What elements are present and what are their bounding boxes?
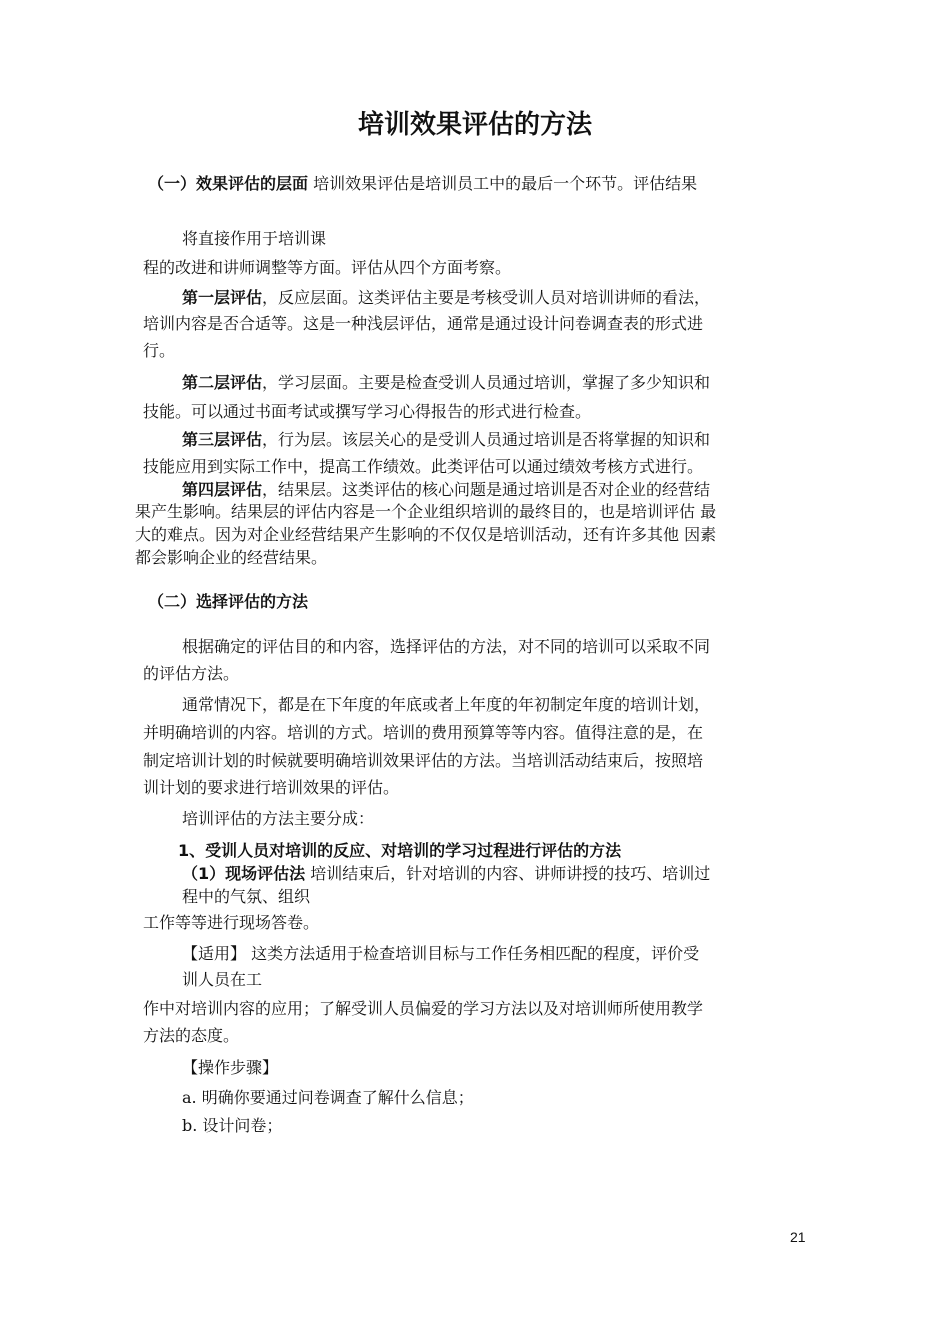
text-line: 通常情况下，都是在下年度的年底或者上年度的年初制定年度的培训计划， bbox=[182, 695, 711, 714]
text-line: 训人员在工 bbox=[182, 970, 263, 989]
text-line: 技能。可以通过书面考试或撰写学习心得报告的形式进行检查。 bbox=[143, 402, 592, 421]
steps-heading: 【操作步骤】 bbox=[182, 1058, 279, 1077]
text-line: 程的改进和讲师调整等方面。评估从四个方面考察。 bbox=[143, 258, 512, 277]
level-3-text: ，行为层。该层关心的是受训人员通过培训是否将掌握的知识和 bbox=[262, 430, 711, 449]
method-1-heading: 1、受训人员对培训的反应、对培训的学习过程进行评估的方法 bbox=[178, 841, 622, 860]
level-3-label: 第三层评估 bbox=[182, 430, 263, 449]
level-4-label: 第四层评估 bbox=[182, 480, 263, 499]
text-line: 作中对培训内容的应用；了解受训人员偏爱的学习方法以及对培训师所使用教学 bbox=[143, 999, 704, 1018]
text-line: 都会影响企业的经营结果。 bbox=[135, 548, 328, 567]
page-number: 21 bbox=[790, 1229, 806, 1245]
method-1-sub-label: （1）现场评估法 bbox=[182, 864, 306, 883]
text-line: 训计划的要求进行培训效果的评估。 bbox=[143, 778, 400, 797]
text-line: 程中的气氛、组织 bbox=[182, 887, 311, 906]
level-4-line bbox=[182, 479, 710, 501]
text-line: 的评估方法。 bbox=[143, 664, 240, 683]
method-1-sub-text: 培训结束后，针对培训的内容、讲师讲授的技巧、培训过 bbox=[305, 864, 711, 883]
section-1-intro: 培训效果评估是培训员工中的最后一个环节。评估结果 bbox=[308, 174, 698, 193]
level-2-text: ，学习层面。主要是检查受训人员通过培训，掌握了多少知识和 bbox=[262, 373, 711, 392]
text-line: 培训内容是否合适等。这是一种浅层评估，通常是通过设计问卷调查表的形式进 bbox=[143, 314, 704, 333]
level-3-line bbox=[182, 429, 710, 451]
level-1-label: 第一层评估 bbox=[182, 288, 263, 307]
text-line: 制定培训计划的时候就要明确培训效果评估的方法。当培训活动结束后，按照培 bbox=[143, 751, 704, 770]
method-1-sub-line bbox=[182, 863, 710, 885]
page-title: 培训效果评估的方法 bbox=[357, 110, 592, 140]
level-2-line bbox=[182, 372, 710, 394]
step-a: a. 明确你要通过问卷调查了解什么信息； bbox=[182, 1088, 474, 1107]
level-2-label: 第二层评估 bbox=[182, 373, 263, 392]
text-line: 将直接作用于培训课 bbox=[182, 229, 327, 248]
step-b: b. 设计问卷； bbox=[182, 1116, 283, 1135]
section-2-heading: （二）选择评估的方法 bbox=[148, 592, 309, 611]
section-1-first-line bbox=[148, 173, 697, 195]
apply-line: 【适用】 这类方法适用于检查培训目标与工作任务相匹配的程度，评价受 bbox=[182, 944, 700, 963]
section-1-heading: （一）效果评估的层面 bbox=[148, 174, 309, 193]
text-line: 并明确培训的内容。培训的方式。培训的费用预算等等内容。值得注意的是，在 bbox=[143, 723, 704, 742]
text-line: 根据确定的评估目的和内容，选择评估的方法，对不同的培训可以采取不同 bbox=[182, 637, 711, 656]
level-4-text: ，结果层。这类评估的核心问题是通过培训是否对企业的经营结 bbox=[262, 480, 711, 499]
text-line: 培训评估的方法主要分成： bbox=[182, 809, 375, 828]
level-1-line bbox=[182, 287, 710, 309]
text-line: 果产生影响。结果层的评估内容是一个企业组织培训的最终目的，也是培训评估 最 bbox=[135, 502, 717, 521]
text-line: 技能应用到实际工作中，提高工作绩效。此类评估可以通过绩效考核方式进行。 bbox=[143, 457, 704, 476]
text-line: 行。 bbox=[143, 341, 176, 360]
level-1-text: ，反应层面。这类评估主要是考核受训人员对培训讲师的看法， bbox=[262, 288, 711, 307]
text-line: 大的难点。因为对企业经营结果产生影响的不仅仅是培训活动，还有许多其他 因素 bbox=[135, 525, 717, 544]
text-line: 工作等等进行现场答卷。 bbox=[143, 913, 320, 932]
text-line: 方法的态度。 bbox=[143, 1026, 240, 1045]
